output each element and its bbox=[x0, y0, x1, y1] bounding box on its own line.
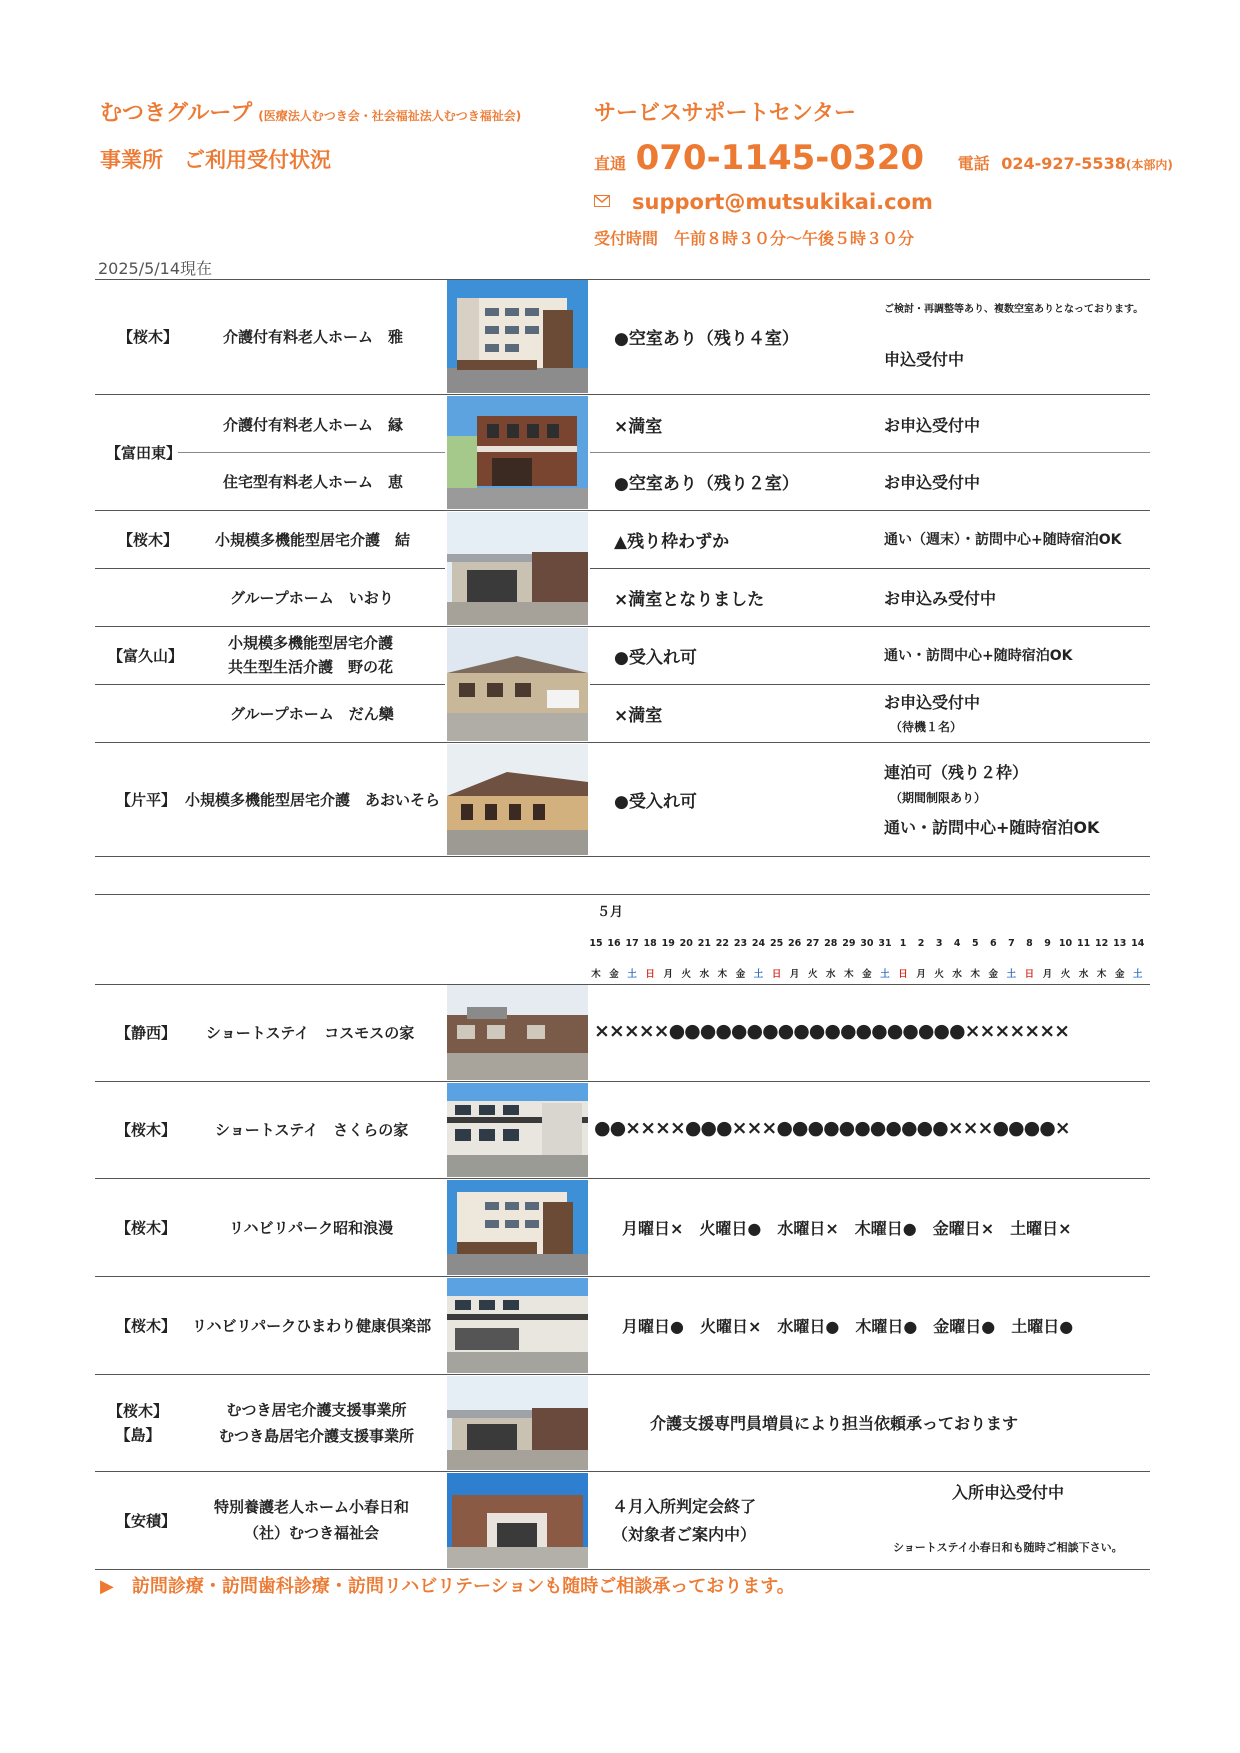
calendar-weekday: 土 bbox=[1006, 969, 1017, 980]
rehab-himawari-name: リハビリパークひまわり健康倶楽部 bbox=[192, 1316, 432, 1335]
photo-yui bbox=[447, 512, 588, 625]
calendar-day: 11 bbox=[1076, 938, 1091, 949]
calendar-weekday: 金 bbox=[988, 969, 999, 980]
facility-aoisora-name: 小規模多機能型居宅介護 あおいそら bbox=[185, 790, 441, 809]
calendar-day: 7 bbox=[1008, 938, 1015, 949]
footer-note bbox=[100, 1572, 795, 1598]
calendar-day: 20 bbox=[679, 938, 693, 949]
area-asaka: 【安積】 bbox=[116, 1511, 177, 1530]
calendar-day: 13 bbox=[1113, 938, 1127, 949]
facility-aoisora-note2: 通い・訪問中心+随時宿泊OK bbox=[884, 818, 1100, 837]
nursing-home-status bbox=[612, 1493, 756, 1549]
photo-kyotaku bbox=[447, 1376, 588, 1470]
calendar-day: 8 bbox=[1026, 938, 1033, 949]
calendar-day: 5 bbox=[971, 938, 979, 949]
calendar-weekday: 土 bbox=[880, 969, 890, 980]
photo-cosmos bbox=[447, 985, 588, 1080]
calendar-day: 15 bbox=[589, 938, 603, 949]
mail-icon bbox=[594, 195, 610, 207]
calendar-day: 18 bbox=[643, 938, 657, 949]
calendar-day: 26 bbox=[788, 938, 802, 949]
shortstay-cosmos-name: ショートステイ コスモスの家 bbox=[206, 1024, 415, 1042]
calendar-day: 12 bbox=[1095, 938, 1109, 949]
doc-title: 事業所 ご利用受付状況 bbox=[100, 148, 331, 172]
calendar-weekday: 日 bbox=[1024, 969, 1035, 980]
facility-iori-name: グループホーム いおり bbox=[230, 588, 394, 607]
nursing-home-name-2: （社）むつき福祉会 bbox=[244, 1524, 380, 1542]
calendar-weekday: 金 bbox=[609, 969, 619, 980]
calendar-weekday: 火 bbox=[807, 969, 818, 980]
photo-enishi bbox=[447, 396, 588, 509]
calendar-weekday: 火 bbox=[934, 969, 944, 980]
nursing-home-note: 入所申込受付中 bbox=[952, 1483, 1065, 1502]
rehab-himawari-schedule: 月曜日● 火曜日× 水曜日● 木曜日● 金曜日● 土曜日● bbox=[622, 1316, 1074, 1336]
calendar-day: 31 bbox=[878, 938, 892, 949]
care-support-message: 介護支援専門員増員により担当依頼承っております bbox=[650, 1414, 1019, 1433]
facility-megumi-note: お申込受付中 bbox=[884, 472, 981, 492]
calendar-day: 3 bbox=[935, 938, 943, 949]
calendar-day: 24 bbox=[751, 938, 766, 949]
calendar-weekday: 月 bbox=[1042, 969, 1053, 980]
calendar-weekday: 月 bbox=[789, 969, 800, 980]
facility-enishi-name: 介護付有料老人ホーム 縁 bbox=[223, 415, 404, 434]
calendar-weekday: 土 bbox=[627, 969, 637, 980]
facility-megumi-status: ●空室あり（残り２室） bbox=[614, 473, 799, 494]
facility-yui-name: 小規模多機能型居宅介護 結 bbox=[215, 530, 411, 549]
nursing-home-status-2: （対象者ご案内中） bbox=[612, 1525, 757, 1544]
calendar-weekday: 土 bbox=[753, 969, 764, 980]
calendar-day: 21 bbox=[697, 938, 711, 949]
photo-showa-roman bbox=[447, 1180, 588, 1275]
calendar-day: 10 bbox=[1058, 938, 1073, 949]
calendar-day: 4 bbox=[953, 938, 961, 949]
calendar-weekday: 木 bbox=[591, 969, 601, 980]
area-shizunishi: 【静西】 bbox=[116, 1024, 177, 1042]
group-sub: (医療法人むつき会・社会福祉法人むつき福祉会) bbox=[258, 109, 522, 123]
calendar-weekday: 月 bbox=[663, 969, 673, 980]
area-katahira: 【片平】 bbox=[116, 790, 177, 809]
calendar-weekday: 水 bbox=[699, 969, 710, 980]
facility-yui-status: ▲残り枠わずか bbox=[614, 531, 730, 552]
facility-enishi-status: ×満室 bbox=[614, 416, 663, 437]
photo-miyabi bbox=[447, 280, 588, 393]
facility-miyabi-status: ●空室あり（残り４室） bbox=[614, 329, 799, 349]
rehab-showa-name: リハビリパーク昭和浪漫 bbox=[229, 1218, 394, 1237]
calendar-day: 25 bbox=[769, 938, 784, 949]
facility-iori-status: ×満室となりました bbox=[614, 589, 765, 610]
calendar-weekday: 木 bbox=[717, 969, 728, 980]
tel-label: 電話 bbox=[957, 154, 990, 173]
calendar-day: 27 bbox=[806, 938, 820, 949]
calendar-weekday: 金 bbox=[862, 969, 872, 980]
area-sakuragi-1: 【桜木】 bbox=[118, 328, 179, 346]
calendar-day: 19 bbox=[661, 938, 675, 949]
direct-number[interactable]: 070-1145-0320 bbox=[635, 138, 925, 178]
facility-miyabi-note: 申込受付中 bbox=[884, 350, 965, 369]
calendar-weekday: 土 bbox=[1133, 969, 1143, 980]
calendar-day: 16 bbox=[607, 938, 621, 949]
email-row bbox=[594, 190, 933, 214]
calendar-day: 30 bbox=[860, 938, 874, 949]
photo-koharubiyori bbox=[447, 1473, 588, 1568]
calendar-weekday: 木 bbox=[844, 969, 854, 980]
facility-danran-note-sub: （待機１名） bbox=[890, 720, 963, 734]
center-name: サービスサポートセンター bbox=[594, 101, 857, 126]
facility-danran-name: グループホーム だん欒 bbox=[230, 704, 394, 723]
calendar-day: 14 bbox=[1131, 938, 1145, 949]
email[interactable]: support@mutsukikai.com bbox=[632, 190, 933, 214]
area-sakuragi-3: 【桜木】 bbox=[116, 1121, 177, 1139]
facility-nonohana-status: ●受入れ可 bbox=[614, 647, 697, 668]
photo-himawari bbox=[447, 1278, 588, 1373]
calendar-weekday: 月 bbox=[916, 969, 926, 980]
calendar-weekday: 木 bbox=[970, 969, 980, 980]
hours: 受付時間 午前８時３０分〜午後５時３０分 bbox=[594, 229, 915, 248]
calendar-weekday: 日 bbox=[898, 969, 908, 980]
photo-sakura bbox=[447, 1083, 588, 1177]
area-sakuragi-2: 【桜木】 bbox=[118, 530, 179, 549]
calendar-day: 6 bbox=[990, 938, 997, 949]
nursing-home-name-1: 特別養護老人ホーム小春日和 bbox=[214, 1498, 410, 1516]
calendar-weekday: 火 bbox=[1060, 969, 1071, 980]
area-sakuragi-5: 【桜木】 bbox=[116, 1316, 177, 1335]
as-of-date: 2025/5/14現在 bbox=[98, 259, 213, 278]
calendar-day: 1 bbox=[899, 938, 907, 949]
facility-nonohana-name bbox=[228, 627, 393, 683]
shortstay-sakura-name: ショートステイ さくらの家 bbox=[215, 1121, 409, 1139]
facility-miyabi-note-small: ご検討・再調整等あり、複数空室ありとなっております。 bbox=[884, 304, 1144, 315]
area-fukuyama: 【富久山】 bbox=[108, 646, 184, 665]
arrow-right-icon: ▶ bbox=[100, 1576, 114, 1597]
rehab-showa-schedule: 月曜日× 火曜日● 水曜日× 木曜日● 金曜日× 土曜日× bbox=[622, 1218, 1072, 1238]
footer-text: 訪問診療・訪問歯科診療・訪問リハビリテーションも随時ご相談承っております。 bbox=[131, 1576, 795, 1597]
facility-aoisora-status: ●受入れ可 bbox=[614, 791, 697, 812]
shortstay-sakura-availability: ●●××××●●●×××●●●●●●●●●●●×××●●●●× bbox=[594, 1117, 1070, 1139]
nursing-home-note-small: ショートステイ小春日和も随時ご相談下さい。 bbox=[893, 1541, 1123, 1554]
facility-megumi-name: 住宅型有料老人ホーム 恵 bbox=[223, 472, 404, 491]
calendar-weekday: 木 bbox=[1096, 969, 1107, 980]
facility-aoisora-note-sub: （期間制限あり） bbox=[890, 791, 987, 805]
facility-iori-note: お申込み受付中 bbox=[884, 588, 997, 608]
calendar-weekday: 日 bbox=[645, 969, 655, 980]
area-shima: 【島】 bbox=[115, 1425, 161, 1444]
nursing-home-status-1: ４月入所判定会終了 bbox=[612, 1497, 757, 1516]
care-support-name-2: むつき島居宅介護支援事業所 bbox=[219, 1426, 415, 1445]
group-name: むつきグループ (医療法人むつき会・社会福祉法人むつき福祉会) bbox=[100, 101, 522, 126]
calendar-weekday: 金 bbox=[1114, 969, 1125, 980]
facility-danran-status: ×満室 bbox=[614, 705, 663, 726]
facility-nonohana-note: 通い・訪問中心+随時宿泊OK bbox=[884, 648, 1073, 664]
nursing-home-names bbox=[214, 1472, 409, 1568]
area-tomitahigashi: 【富田東】 bbox=[106, 444, 182, 462]
calendar-day: 29 bbox=[842, 938, 856, 949]
facility-enishi-note: お申込受付中 bbox=[884, 415, 981, 435]
calendar-weekday: 水 bbox=[952, 969, 962, 980]
direct-label: 直通 bbox=[594, 154, 627, 173]
shortstay-cosmos-availability: ×××××●●●●●●●●●●●●●●●●●●●××××××× bbox=[594, 1020, 1070, 1042]
facility-danran-note: お申込受付中 bbox=[884, 693, 981, 712]
calendar-day: 2 bbox=[917, 938, 925, 949]
calendar-day: 9 bbox=[1044, 938, 1051, 949]
care-support-areas bbox=[108, 1375, 168, 1470]
photo-aoisora bbox=[447, 744, 588, 855]
care-support-name-1: むつき居宅介護支援事業所 bbox=[226, 1400, 407, 1419]
calendar-weekday: 火 bbox=[681, 969, 692, 980]
calendar-weekday: 水 bbox=[826, 969, 836, 980]
photo-nonohana bbox=[447, 628, 588, 741]
contact-phone bbox=[594, 138, 1173, 178]
tel-number[interactable]: 024-927-5538 bbox=[1001, 154, 1126, 173]
area-sakuragi-4: 【桜木】 bbox=[116, 1218, 177, 1237]
facility-yui-note: 通い（週末）・訪問中心+随時宿泊OK bbox=[884, 532, 1122, 548]
calendar-day: 17 bbox=[625, 938, 639, 949]
calendar-day: 23 bbox=[733, 938, 748, 949]
calendar-weekday: 日 bbox=[771, 969, 782, 980]
calendar-month: ５月 bbox=[597, 905, 624, 920]
calendar-weekday: 金 bbox=[735, 969, 746, 980]
area-sakuragi-6: 【桜木】 bbox=[108, 1401, 169, 1420]
care-support-names bbox=[219, 1375, 414, 1470]
facility-nonohana-name-1: 小規模多機能型居宅介護 bbox=[228, 634, 394, 652]
calendar-day: 22 bbox=[715, 938, 730, 949]
facility-aoisora-note: 連泊可（残り２枠） bbox=[884, 763, 1029, 782]
facility-nonohana-name-2: 共生型生活介護 野の花 bbox=[228, 658, 394, 676]
tel-note: (本部内) bbox=[1125, 158, 1173, 172]
calendar-day: 28 bbox=[824, 938, 838, 949]
calendar-weekday: 水 bbox=[1078, 969, 1089, 980]
facility-miyabi-name: 介護付有料老人ホーム 雅 bbox=[223, 328, 404, 346]
